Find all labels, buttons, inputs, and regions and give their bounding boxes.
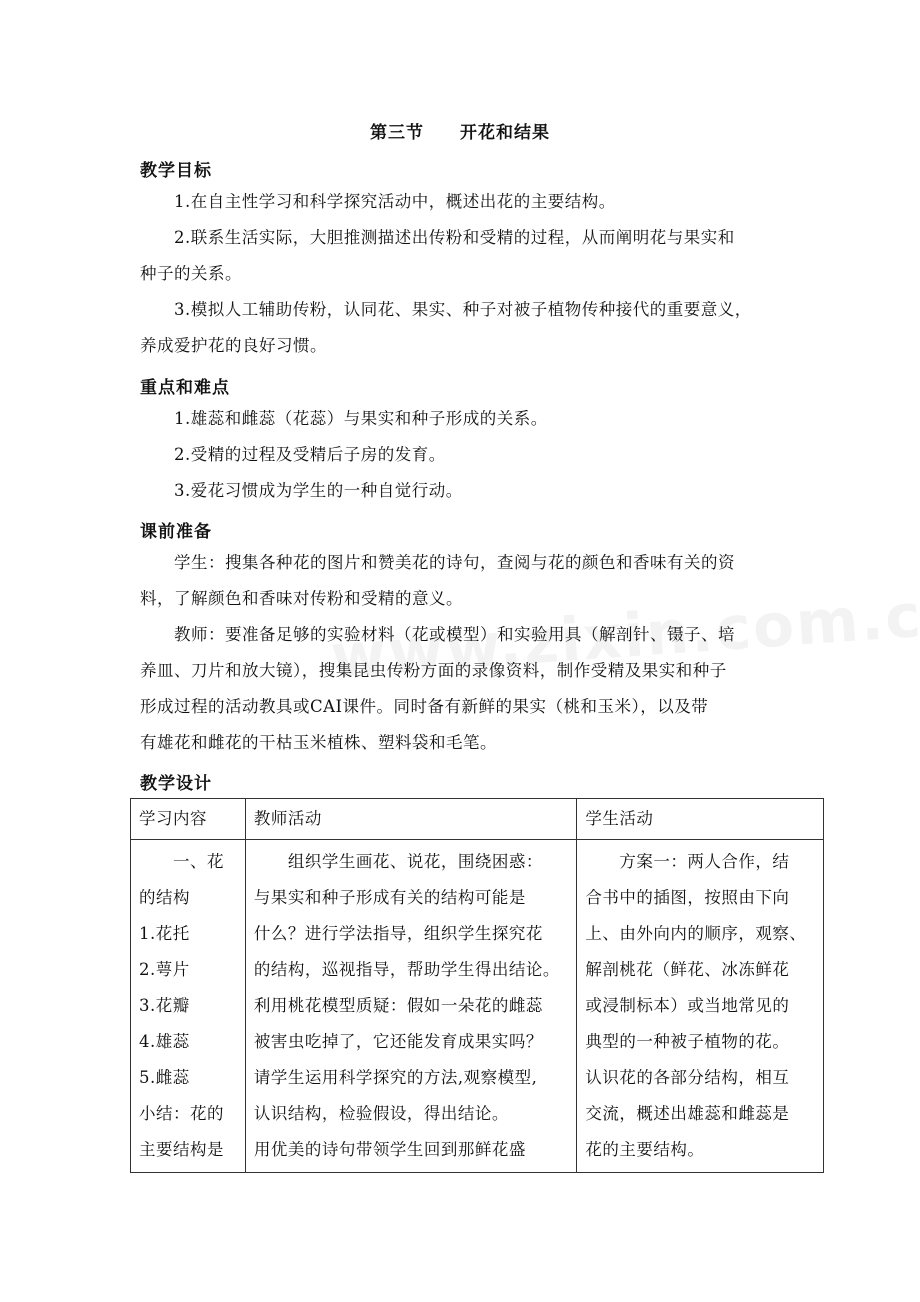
student-activity-cell: 方案一：两人合作，结 合书中的插图，按照由下向 上、由外向内的顺序，观察、 解剖桃花（鲜花、冰冻鲜花 或浸制标本）或当地常见的 典型的一种被子植物的花。 认识花的各部分结构，相互 交流，概述出雄蕊和雌蕊是 花的主要结构。 [577, 840, 824, 1173]
objective-item-cont: 养成爱护花的良好习惯。 [140, 336, 327, 355]
content-cell: 一、花 的结构 1.花托 2.萼片 3.花瓣 4.雄蕊 5.雌蕊 小结：花的 主要结构是 [131, 840, 246, 1173]
objectives-list [140, 184, 790, 364]
objective-item-cont: 种子的关系。 [140, 264, 242, 283]
preparation-text [140, 545, 790, 761]
key-point-item: 1.雄蕊和雌蕊（花蕊）与果实和种子形成的关系。 [174, 409, 548, 428]
header-student: 学生活动 [577, 799, 824, 840]
title-name: 开花和结果 [460, 123, 550, 143]
student-prep-line: 料，了解颜色和香味对传粉和受精的意义。 [140, 589, 463, 608]
teacher-prep-line: 有雄花和雌花的干枯玉米植株、塑料袋和毛笔。 [140, 733, 497, 752]
page-title [0, 118, 920, 143]
header-teacher: 教师活动 [245, 799, 576, 840]
student-prep-line: 学生：搜集各种花的图片和赞美花的诗句，查阅与花的颜色和香味有关的资 [174, 553, 735, 572]
teacher-prep-line: 形成过程的活动教具或CAI课件。同时备有新鲜的果实（桃和玉米），以及带 [140, 697, 709, 716]
objective-item: 1.在自主性学习和科学探究活动中，概述出花的主要结构。 [174, 192, 616, 211]
key-point-item: 2.受精的过程及受精后子房的发育。 [174, 445, 446, 464]
objective-item: 2.联系生活实际，大胆推测描述出传粉和受精的过程，从而阐明花与果实和 [174, 228, 735, 247]
objectives-heading: 教学目标 [140, 161, 212, 181]
key-points-heading: 重点和难点 [140, 378, 230, 398]
header-content: 学习内容 [131, 799, 246, 840]
teacher-activity-cell: 组织学生画花、说花，围绕困惑： 与果实和种子形成有关的结构可能是 什么？进行学法指导，组织学生探究花 的结构，巡视指导，帮助学生得出结论。 利用桃花模型质疑：假如一朵花的雌蕊 被害虫吃掉了，它还能发育成果实吗？ 请学生运用科学探究的方法,观察模型, 认识结构，检验假设，得出结论。 用优美的诗句带领学生回到那鲜花盛 [245, 840, 576, 1173]
table-header-row [131, 799, 824, 840]
key-point-item: 3.爱花习惯成为学生的一种自觉行动。 [174, 481, 463, 500]
title-section: 第三节 [370, 123, 424, 143]
design-heading: 教学设计 [140, 774, 212, 794]
objective-item: 3.模拟人工辅助传粉，认同花、果实、种子对被子植物传种接代的重要意义， [174, 300, 752, 319]
teacher-prep-line: 养皿、刀片和放大镜），搜集昆虫传粉方面的录像资料，制作受精及果实和种子 [140, 661, 727, 680]
design-table [130, 798, 824, 1173]
preparation-heading: 课前准备 [140, 522, 212, 542]
teacher-prep-line: 教师：要准备足够的实验材料（花或模型）和实验用具（解剖针、镊子、培 [174, 625, 735, 644]
table-row [131, 840, 824, 1173]
key-points-list [140, 401, 790, 509]
